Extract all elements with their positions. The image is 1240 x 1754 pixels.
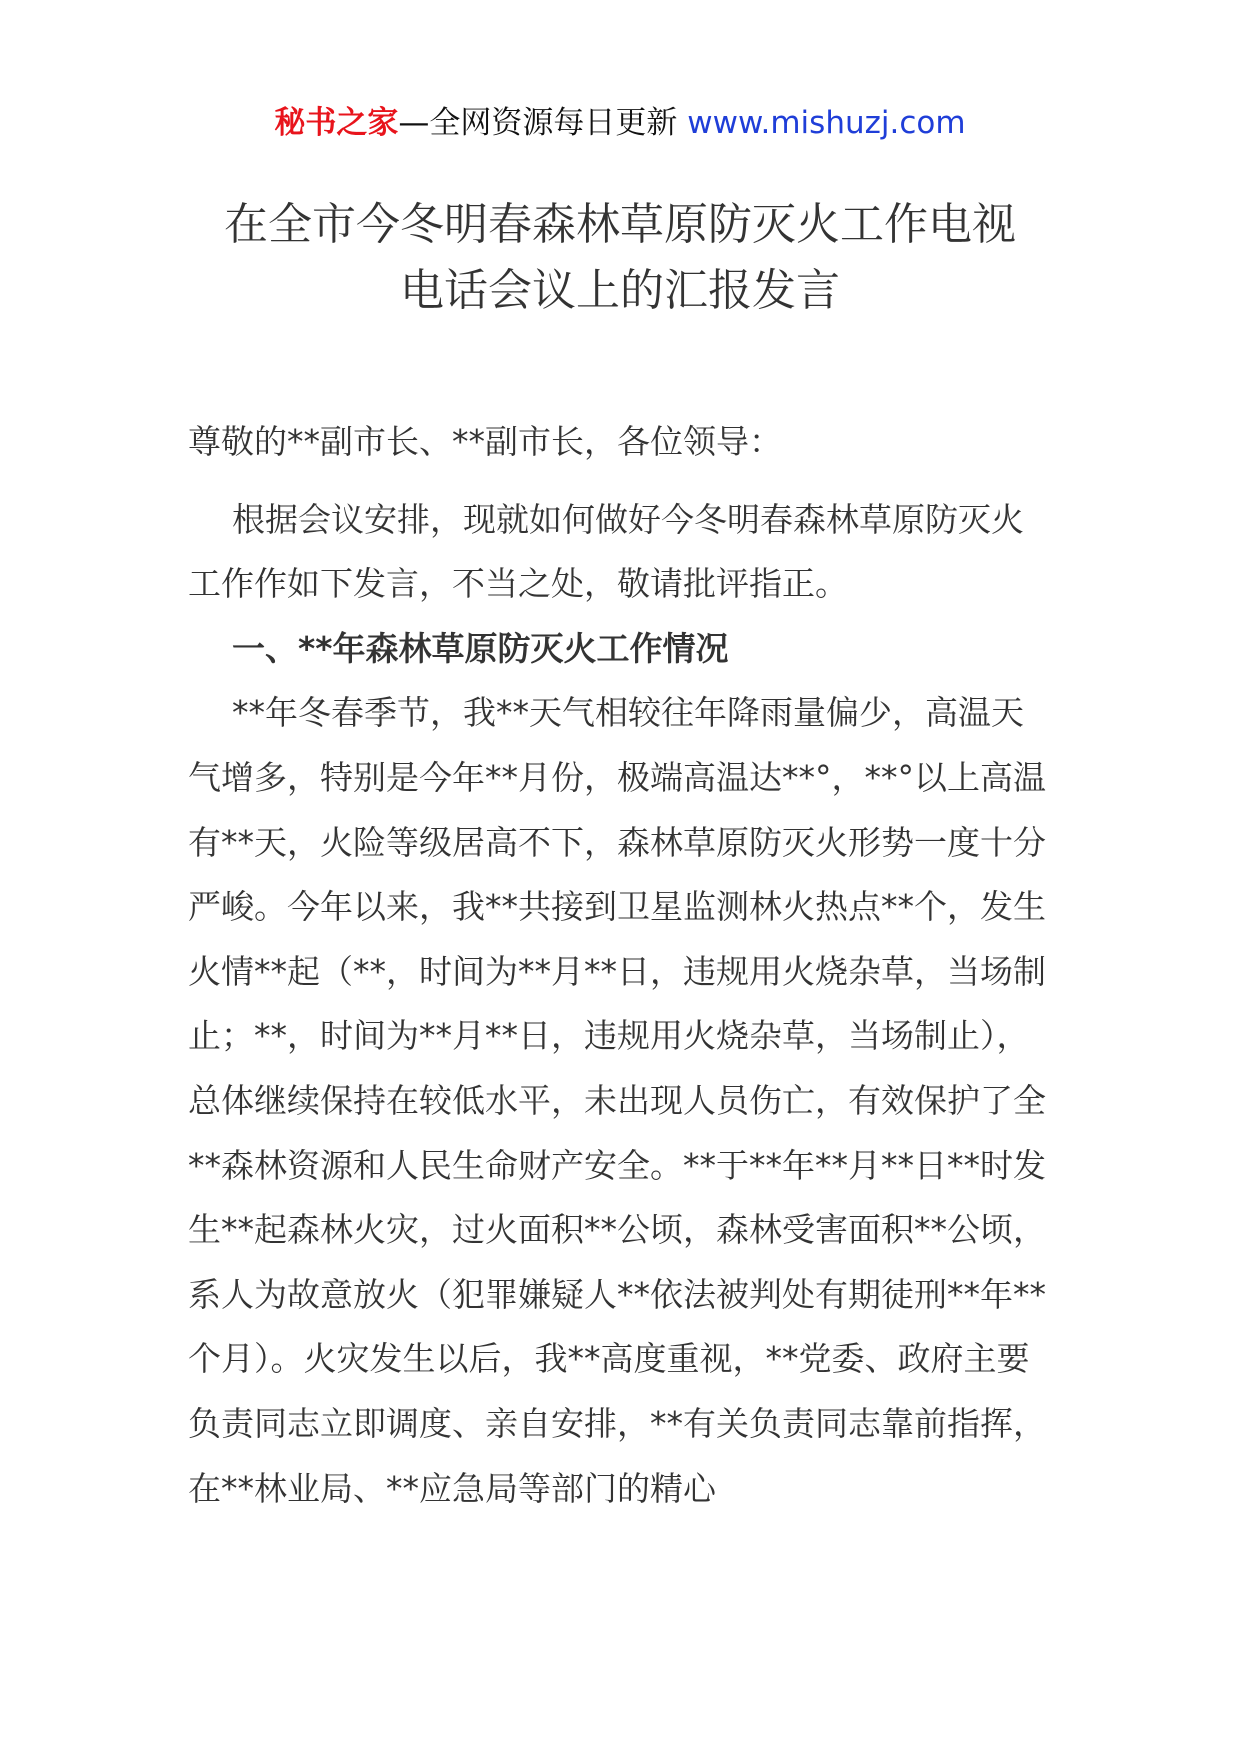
section-paragraph-1: **年冬春季节，我**天气相较往年降雨量偏少，高温天气增多，特别是今年**月份，极端高温达**°，**°以上高温有**天，火险等级居高不下，森林草原防灭火形势一度十分严峻。今年以来，我**共接到卫星监测林火热点**个，发生火情**起（**，时间为**月**日，违规用火烧杂草，当场制止；**，时间为**月**日，违规用火烧杂草，当场制止），总体继续保持在较低水平，未出现人员伤亡，有效保护了全**森林资源和人民生命财产安全。**于**年**月**日**时发生**起森林火灾，过火面积**公顷，森林受害面积**公顷，系人为故意放火（犯罪嫌疑人**依法被判处有期徒刑**年**个月）。火灾发生以后，我**高度重视，**党委、政府主要负责同志立即调度、亲自安排，**有关负责同志靠前指挥，在**林业局、**应急局等部门的精心: [188, 693, 1046, 1508]
section-heading-1: 一、**年森林草原防灭火工作情况: [232, 628, 729, 668]
intro-paragraph: 根据会议安排，现就如何做好今冬明春森林草原防灭火工作作如下发言，不当之处，敬请批评指正。: [188, 499, 1024, 604]
site-url-link[interactable]: www.mishuzj.com: [687, 105, 966, 141]
site-slogan: —全网资源每日更新: [398, 105, 688, 141]
document-title-line-2: 电话会议上的汇报发言: [400, 265, 840, 316]
document-body: [188, 410, 1088, 1521]
document-title: [0, 192, 1240, 324]
document-title-line-1: 在全市今冬明春森林草原防灭火工作电视: [224, 199, 1016, 250]
salutation: 尊敬的**副市长、**副市长，各位领导：: [188, 422, 782, 461]
site-header: [0, 98, 1240, 148]
site-brand: 秘书之家: [274, 105, 399, 141]
